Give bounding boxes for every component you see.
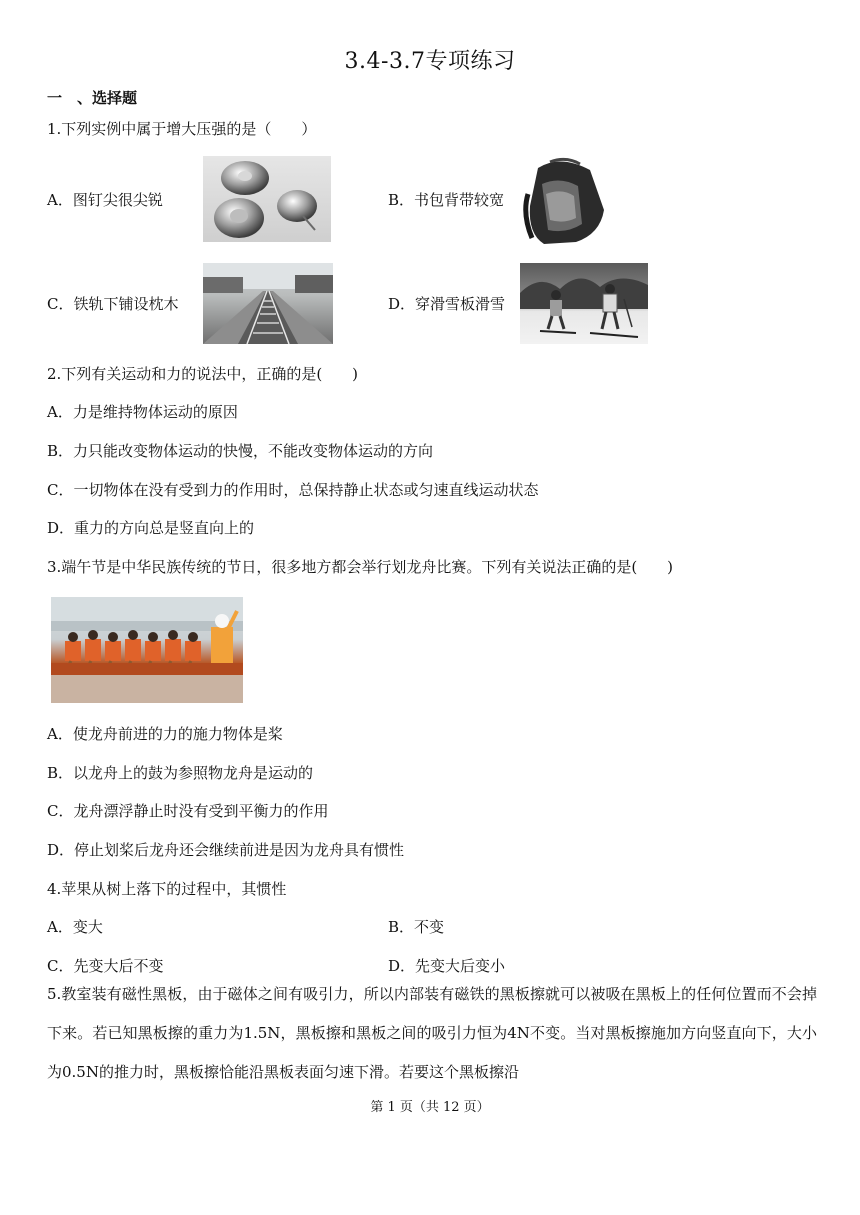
thumbtacks-image	[203, 156, 331, 242]
railway-image	[203, 263, 333, 344]
question-2-option-c: C．一切物体在没有受到力的作用时，总保持静止状态或匀速直线运动状态	[47, 481, 539, 499]
question-4-option-b: B．不变	[388, 918, 445, 936]
page-footer: 第 1 页（共 12 页）	[370, 1100, 490, 1115]
question-3-stem: 3.端午节是中华民族传统的节日，很多地方都会举行划龙舟比赛。下列有关说法正确的是( )	[47, 558, 674, 576]
question-4-stem: 4.苹果从树上落下的过程中，其惯性	[47, 880, 287, 898]
question-2-option-d: D．重力的方向总是竖直向上的	[47, 519, 255, 537]
question-4-option-c: C．先变大后不变	[47, 957, 164, 975]
skiing-image	[520, 263, 648, 344]
question-3-option-d: D．停止划桨后龙舟还会继续前进是因为龙舟具有惯性	[47, 841, 405, 859]
backpack-image	[520, 154, 608, 246]
question-1-option-c: C．铁轨下铺设枕木	[47, 295, 179, 313]
question-3-option-b: B．以龙舟上的鼓为参照物龙舟是运动的	[47, 764, 314, 782]
question-1-option-a: A．图钉尖很尖锐	[47, 191, 163, 209]
question-1-stem: 1.下列实例中属于增大压强的是（ ）	[47, 120, 317, 138]
page-title: 3.4-3.7专项练习	[344, 49, 516, 74]
question-5-stem: 5.教室装有磁性黑板，由于磁体之间有吸引力，所以内部装有磁铁的黑板擦就可以被吸在黑板上的任何位置而不会掉下来。若已知黑板擦的重力为1.5N，黑板擦和黑板之间的吸引力恒为4N不变。当对黑板擦施加方向竖直向下，大小为0.5N的推力时，黑板擦恰能沿黑板表面匀速下滑。若要这个黑板擦沿	[47, 985, 817, 1081]
question-1-option-b: B．书包背带较宽	[388, 191, 505, 209]
question-3-option-a: A．使龙舟前进的力的施力物体是桨	[47, 725, 283, 743]
question-2-stem: 2.下列有关运动和力的说法中，正确的是( )	[47, 365, 359, 383]
question-4-option-d: D．先变大后变小	[388, 957, 506, 975]
section-heading: 一 、选择题	[47, 89, 138, 107]
question-2-option-b: B．力只能改变物体运动的快慢，不能改变物体运动的方向	[47, 442, 434, 460]
question-2-option-a: A．力是维持物体运动的原因	[47, 403, 238, 421]
question-4-option-a: A．变大	[47, 918, 103, 936]
question-1-option-d: D．穿滑雪板滑雪	[388, 295, 506, 313]
dragon-boat-image	[51, 597, 243, 703]
question-3-option-c: C．龙舟漂浮静止时没有受到平衡力的作用	[47, 802, 329, 820]
